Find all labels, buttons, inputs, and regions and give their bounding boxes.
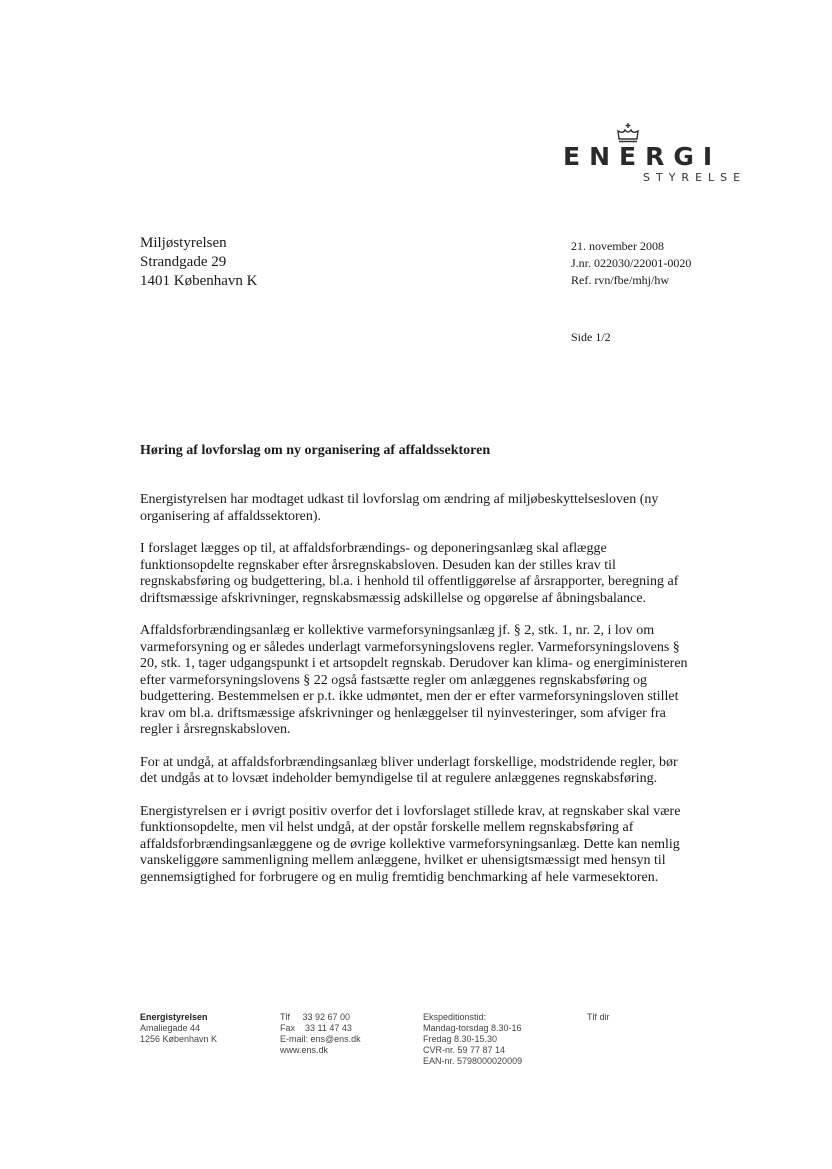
footer-org-street: Amaliegade 44: [140, 1023, 201, 1033]
footer-hours-friday: Fredag 8.30-15.30: [423, 1034, 498, 1044]
recipient-city: 1401 København K: [140, 273, 258, 289]
footer-email: E-mail: ens@ens.dk: [280, 1034, 361, 1044]
journal-number: J.nr. 022030/22001-0020: [571, 256, 692, 270]
footer-phone: Tlf 33 92 67 00: [280, 1012, 351, 1022]
footer-web: www.ens.dk: [280, 1045, 329, 1055]
page-number: Side 1/2: [571, 330, 611, 344]
reference: Ref. rvn/fbe/mhj/hw: [571, 273, 669, 287]
letter-meta: [571, 238, 691, 289]
footer-direct: [587, 1012, 610, 1023]
footer-cvr: CVR-nr. 59 77 87 14: [423, 1045, 506, 1055]
logo-subtitle: STYRELSE: [643, 171, 747, 184]
paragraph: I forslaget lægges op til, at affaldsforbrændings- og deponeringsanlæg skal aflægge funktionsopdelte regnskaber efter årsregnskabsloven. Desuden kan der stilles krav til regnskabsføring og budgettering, bl.a. i henhold til offentliggørelse af årsrapporter, beregning af driftsmæssige afskrivninger, regnskabsmæssig adskillelse og opgørelse af åbningsbalance.: [140, 541, 679, 606]
footer-hours: [423, 1012, 522, 1067]
letter-body: [140, 492, 690, 902]
logo-wordmark: ENERGI: [563, 142, 722, 171]
footer-org-city: 1256 København K: [140, 1034, 218, 1044]
letter-date: 21. november 2008: [571, 239, 664, 253]
paragraph: Affaldsforbrændingsanlæg er kollektive varmeforsyningsanlæg jf. § 2, stk. 1, nr. 2, i lov om varmeforsyning og er således underlagt varmeforsyningslovens regler. Varmeforsyningslovens § 20, stk. 1, tager udgangspunkt i et artsopdelt regnskab. Derudover kan klima- og energiministeren efter varmeforsyningslovens § 22 også fastsætte regler om anlæggenes regnskabsføring og budgettering. Bestemmelsen er p.t. ikke udmøntet, men der er efter varmeforsyningsloven stillet krav om bl.a. driftsmæssige afskrivninger og henlæggelser til nyinvesteringer, som afviger fra regler i årsregnskabsloven.: [140, 623, 688, 737]
footer-contact: [280, 1012, 361, 1056]
recipient-address: [140, 234, 257, 291]
footer-hours-weekdays: Mandag-torsdag 8.30-16: [423, 1023, 522, 1033]
recipient-street: Strandgade 29: [140, 254, 227, 270]
footer-ean: EAN-nr. 5798000020009: [423, 1056, 523, 1066]
crown-icon: [615, 122, 641, 144]
footer-org-name: Energistyrelsen: [140, 1012, 208, 1022]
footer-fax: Fax 33 11 47 43: [280, 1023, 352, 1033]
footer-org: [140, 1012, 217, 1045]
footer-hours-title: Ekspeditionstid:: [423, 1012, 487, 1022]
footer-direct-phone: Tlf dir: [587, 1012, 610, 1022]
letter-heading: Høring af lovforslag om ny organisering af affaldssektoren: [140, 443, 491, 458]
letter-footer: [140, 1012, 700, 1082]
paragraph: Energistyrelsen er i øvrigt positiv overfor det i lovforslaget stillede krav, at regnskaber skal være funktionsopdelte, men vil helst undgå, at der opstår forskelle mellem regnskabsføring af affaldsforbrændingsanlæggene og de øvrige kollektive varmeforsyningsanlæg. Dette kan nemlig vanskeliggøre sammenligning mellem anlæggene, hvilket er uhensigtsmæssigt med hensyn til gennemsigtighed for forbrugere og en mulig fremtidig benchmarking af hele varmesektoren.: [140, 803, 681, 885]
paragraph: Energistyrelsen har modtaget udkast til lovforslag om ændring af miljøbeskyttelsesloven (ny organisering af affaldssektoren).: [140, 492, 659, 524]
paragraph: For at undgå, at affaldsforbrændingsanlæg bliver underlagt forskellige, modstridende regler, bør det undgås at to lovsæt indeholder bemyndigelse til at regulere anlæggenes regnskabsføring.: [140, 754, 678, 786]
recipient-name: Miljøstyrelsen: [140, 235, 227, 251]
